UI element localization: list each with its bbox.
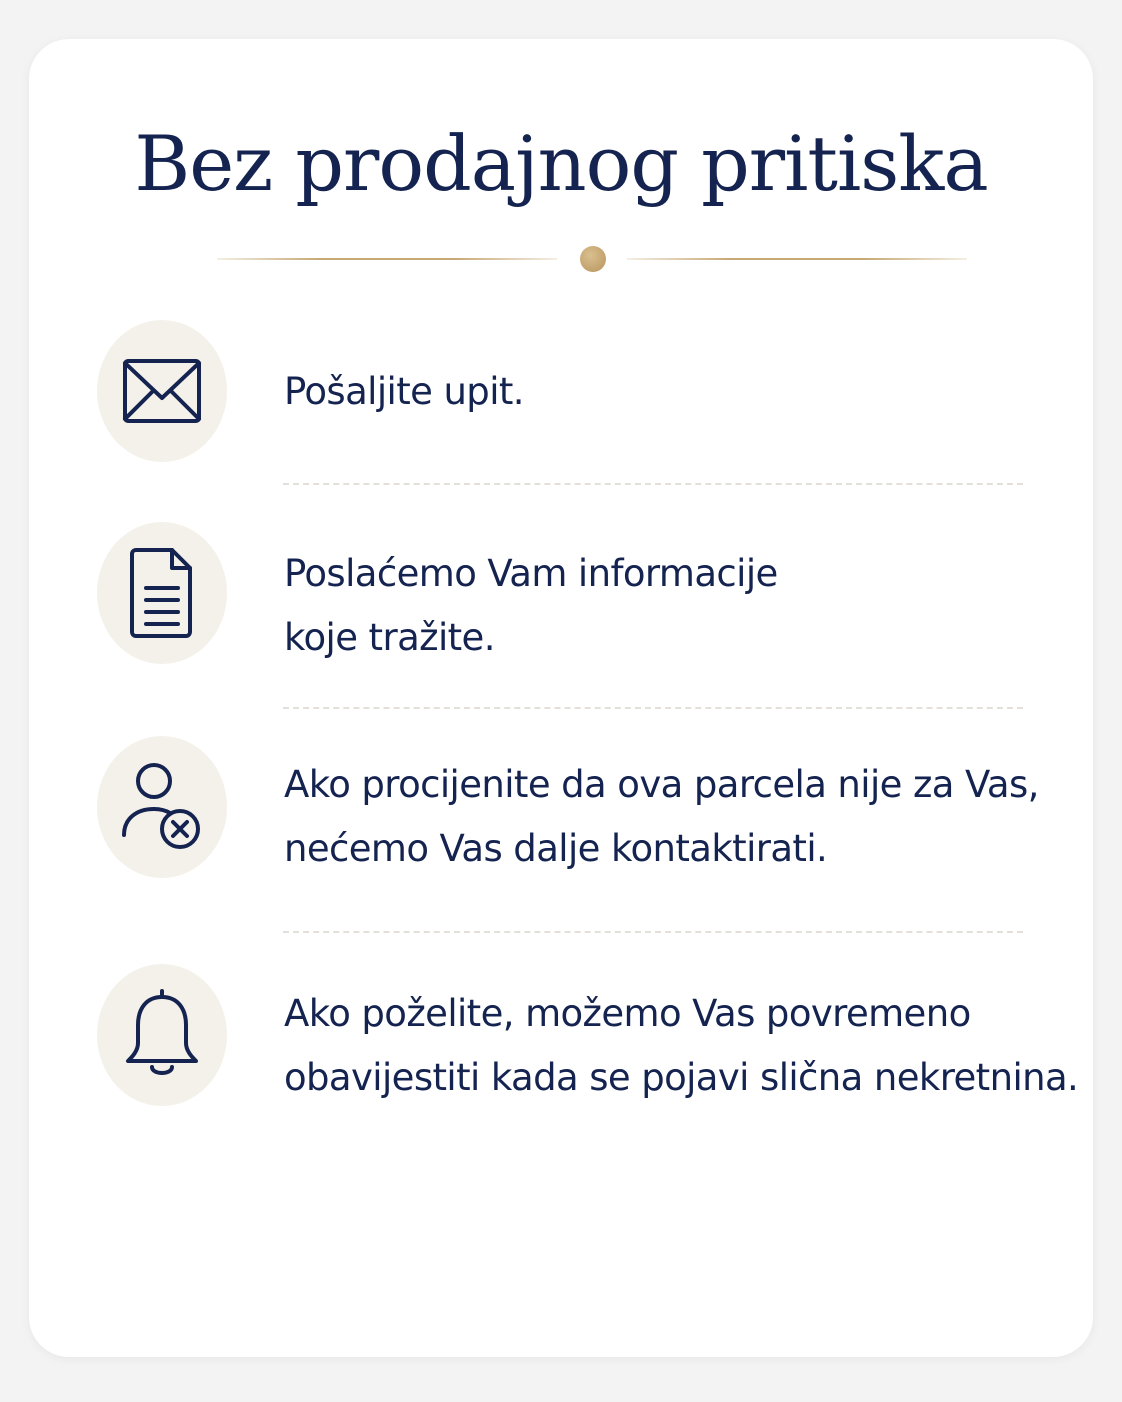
divider — [283, 707, 1023, 709]
envelope-icon — [122, 358, 202, 424]
step-icon-circle — [97, 736, 227, 878]
page-title: Bez prodajnog pritiska — [134, 119, 988, 208]
step-text — [284, 982, 1078, 1110]
step-text — [284, 542, 778, 670]
user-remove-icon — [120, 761, 204, 853]
step-text-line: Poslaćemo Vam informacije — [284, 552, 778, 595]
title-ornament — [217, 244, 967, 274]
step-icon-circle — [97, 522, 227, 664]
step-text — [284, 753, 1039, 881]
ornament-line-right — [627, 258, 967, 260]
step-text-line: obavijestiti kada se pojavi slična nekretnina. — [284, 1056, 1079, 1099]
step-text-line: koje tražite. — [284, 616, 495, 659]
info-card — [29, 39, 1093, 1357]
step-text-line: Ako poželite, možemo Vas povremeno — [284, 992, 971, 1035]
step-text-line: Pošaljite upit. — [284, 370, 524, 413]
step-icon-circle — [97, 320, 227, 462]
document-icon — [130, 548, 194, 638]
divider — [283, 483, 1023, 485]
ornament-line-left — [217, 258, 557, 260]
divider — [283, 931, 1023, 933]
step-text — [284, 360, 524, 424]
bell-icon — [124, 987, 200, 1083]
step-text-line: Ako procijenite da ova parcela nije za Vas, — [284, 763, 1039, 806]
ornament-dot — [580, 246, 606, 272]
step-icon-circle — [97, 964, 227, 1106]
step-text-line: nećemo Vas dalje kontaktirati. — [284, 827, 828, 870]
